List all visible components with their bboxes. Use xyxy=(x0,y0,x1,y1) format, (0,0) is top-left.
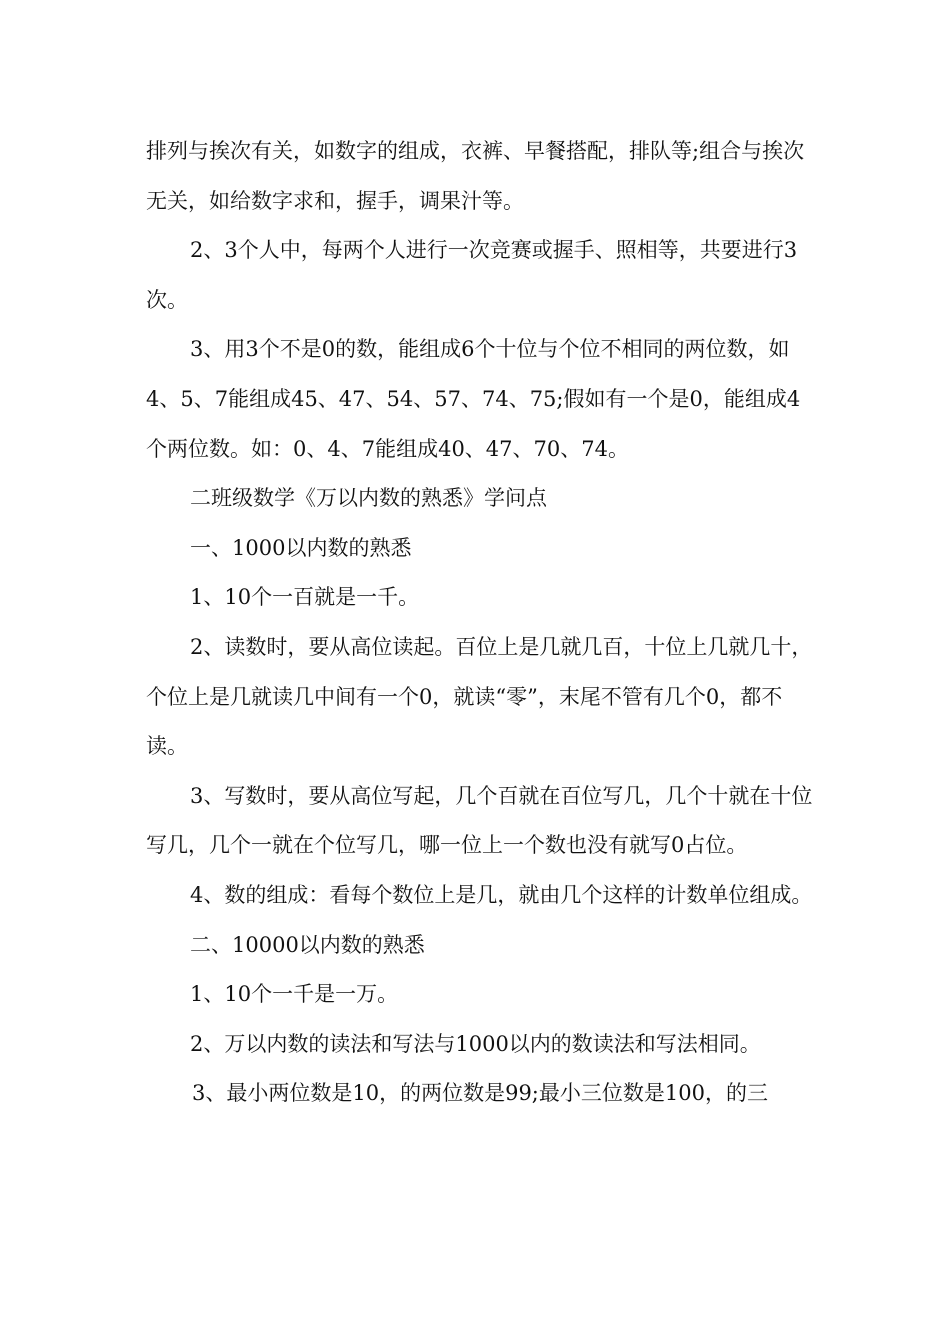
list-item: 3、最小两位数是10，的两位数是99;最小三位数是100，的三 xyxy=(192,1081,768,1106)
subsection-heading-1000: 一、1000以内数的熟悉 xyxy=(190,535,412,560)
list-item: 1、10个一百就是一千。 xyxy=(190,585,420,610)
list-item: 1、10个一千是一万。 xyxy=(190,982,399,1007)
paragraph-item-2-handshake: 2、3个人中，每两个人进行一次竞赛或握手、照相等，共要进行3次。 xyxy=(146,238,798,312)
list-item: 2、读数时，要从高位读起。百位上是几就几百，十位上几就几十，个位上是几就读几中间有一个0，就读“零”，末尾不管有几个0，都不读。 xyxy=(146,634,813,759)
document-body xyxy=(146,127,816,1119)
paragraph-permutation-combination: 排列与挨次有关，如数字的组成，衣裤、早餐搭配，排队等;组合与挨次无关，如给数字求和，握手，调果汁等。 xyxy=(146,139,805,213)
subsection-heading-10000: 二、10000以内数的熟悉 xyxy=(190,932,425,957)
section-title: 二班级数学《万以内数的熟悉》学问点 xyxy=(190,486,547,511)
list-item: 2、万以内数的读法和写法与1000以内的数读法和写法相同。 xyxy=(190,1031,761,1056)
list-item: 3、写数时，要从高位写起，几个百就在百位写几，几个十就在十位写几，几个一就在个位写几，哪一位上一个数也没有就写0占位。 xyxy=(146,783,813,858)
list-item: 4、数的组成：看每个数位上是几，就由几个这样的计数单位组成。 xyxy=(190,882,813,907)
paragraph-item-3-two-digit-numbers: 3、用3个不是0的数，能组成6个十位与个位不相同的两位数，如4、5、7能组成45、47、54、57、74、75;假如有一个是0，能组成4个两位数。如：0、4、7能组成40、47、70、74。 xyxy=(146,337,801,461)
